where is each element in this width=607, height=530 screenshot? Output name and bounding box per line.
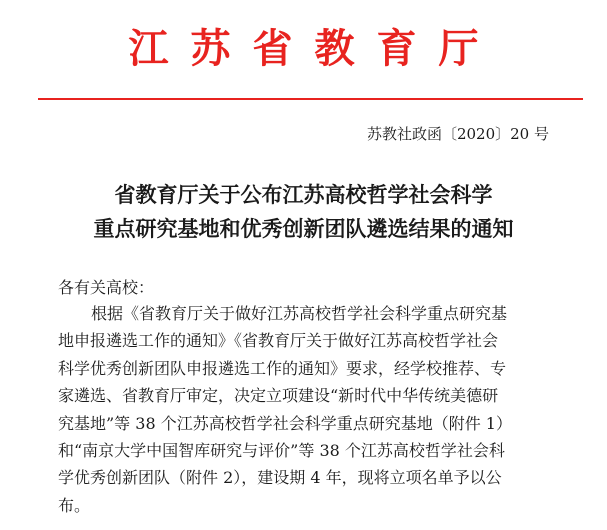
letterhead-red-rule bbox=[38, 98, 583, 100]
salutation: 各有关高校： bbox=[58, 278, 155, 297]
document-title bbox=[0, 178, 607, 246]
document-title-line: 省教育厅关于公布江苏高校哲学社会科学 bbox=[114, 182, 493, 207]
body-paragraph bbox=[58, 300, 558, 519]
body-line: 家遴选、省教育厅审定，决定立项建设“新时代中华传统美德研 bbox=[58, 386, 499, 406]
document-number: 苏教社政函〔2020〕20 号 bbox=[366, 125, 549, 143]
letterhead-title: 江苏省教育厅 bbox=[128, 25, 501, 72]
body-line: 究基地”等 38 个江苏高校哲学社会科学重点研究基地（附件 1） bbox=[58, 413, 512, 433]
body-line: 根据《省教育厅关于做好江苏高校哲学社会科学重点研究基 bbox=[91, 304, 508, 323]
body-line: 学优秀创新团队（附件 2），建设期 4 年，现将立项名单予以公 bbox=[58, 468, 502, 488]
body-line: 和“南京大学中国智库研究与评价”等 38 个江苏高校哲学社会科 bbox=[58, 441, 505, 461]
body-line: 地申报遴选工作的通知》《省教育厅关于做好江苏高校哲学社会 bbox=[58, 331, 499, 351]
body-line: 科学优秀创新团队申报遴选工作的通知》要求，经学校推荐、专 bbox=[58, 358, 507, 378]
document-title-line: 重点研究基地和优秀创新团队遴选结果的通知 bbox=[93, 216, 514, 241]
body-line: 布。 bbox=[58, 495, 91, 515]
